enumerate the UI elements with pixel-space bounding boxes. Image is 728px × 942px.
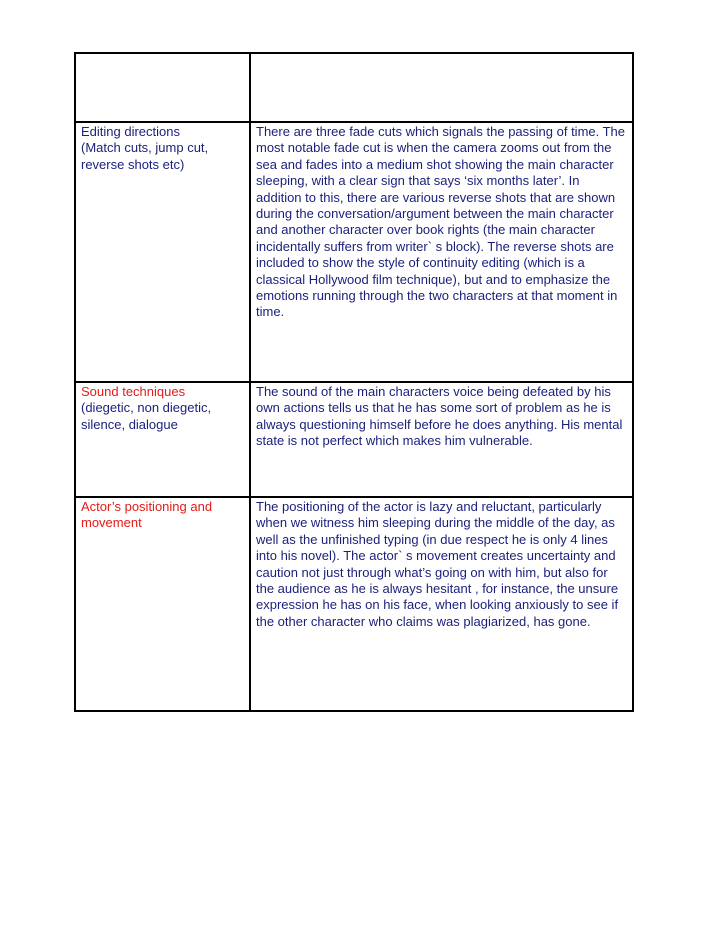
row-content: The positioning of the actor is lazy and reluctant, particularly when we witness him sleeping during the middle of the day, as well as the unfinished typing (in due respect he is only 4 lines into his novel). The actor` s movement creates uncertainty and caution not just through what’s going on with him, but also for the audience as he is always hesitant , for instance, the unsure expression he has on his face, when looking anxiously to see if the other character who claims was plagiarized, has gone.	[256, 499, 619, 629]
table-row-editing-directions	[75, 122, 633, 382]
row-content: The sound of the main characters voice being defeated by his own actions tells us that he has some sort of problem as he is always questioning himself before he does anything. His mental state is not perfect which makes him vulnerable.	[256, 384, 623, 449]
table-row-sound-techniques	[75, 382, 633, 497]
label-cell	[75, 53, 250, 122]
content-cell	[250, 382, 633, 497]
content-cell	[250, 53, 633, 122]
label-cell	[75, 122, 250, 382]
label-cell	[75, 382, 250, 497]
row-label: Sound techniques	[81, 384, 186, 399]
row-label: Actor’s positioning and movement	[81, 499, 213, 531]
table-row-actor-positioning	[75, 497, 633, 711]
row-content: There are three fade cuts which signals the passing of time. The most notable fade cut is when the camera zooms out from the sea and fades into a medium shot showing the main character sleeping, with a clear sign that says ‘six months later’. In addition to this, there are various reverse shots that are shown during the conversation/argument between the main character and another character over book rights (the main character incidentally suffers from writer` s block). The reverse shots are included to show the style of continuity editing (which is a classical Hollywood film technique), but and to emphasize the emotions running through the two characters at that moment in time.	[256, 124, 626, 320]
row-sublabel: (Match cuts, jump cut, reverse shots etc)	[81, 140, 209, 172]
label-cell	[75, 497, 250, 711]
film-analysis-table	[74, 52, 634, 712]
table-row-empty	[75, 53, 633, 122]
row-label: Editing directions	[81, 124, 180, 139]
row-sublabel: (diegetic, non diegetic, silence, dialogue	[81, 400, 212, 432]
content-cell	[250, 122, 633, 382]
content-cell	[250, 497, 633, 711]
